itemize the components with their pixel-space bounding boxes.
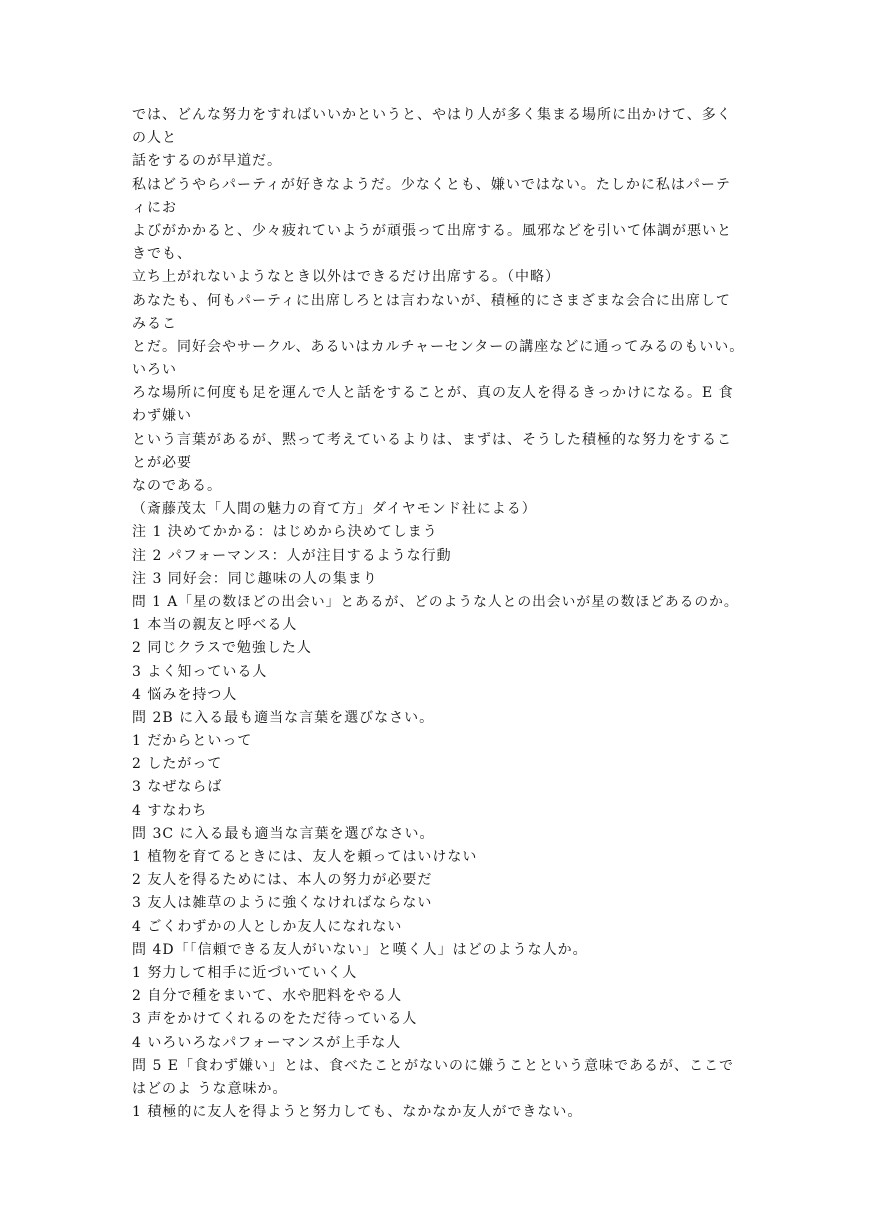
text-line: 4 ごくわずかの人としか友人になれない bbox=[132, 918, 403, 935]
text-line: （斎藤茂太「人間の魅力の育て方」ダイヤモンド社による） bbox=[132, 501, 537, 518]
text-line: 3 声をかけてくれるのをただ待っている人 bbox=[132, 1011, 418, 1028]
text-line: 3 なぜならば bbox=[132, 779, 223, 796]
text-line: 3 友人は雑草のように強くなければならない bbox=[132, 895, 433, 912]
text-line: いろい bbox=[132, 362, 177, 379]
text-line: では、どんな努力をすればいいかというと、やはり人が多く集まる場所に出かけて、多く bbox=[132, 107, 732, 123]
text-line: ィにお bbox=[132, 199, 177, 216]
text-line: 2 自分で種をまいて、水や肥料をやる人 bbox=[132, 988, 403, 1005]
text-line: 3 よく知っている人 bbox=[132, 663, 268, 680]
text-line: なのである。 bbox=[132, 478, 222, 494]
text-line: 1 植物を育てるときには、友人を頼ってはいけない bbox=[132, 849, 478, 865]
text-line: はどのよ うな意味か。 bbox=[132, 1080, 288, 1097]
text-line: みるこ bbox=[132, 315, 177, 332]
text-line: 立ち上がれないようなとき以外はできるだけ出席する。（中略） bbox=[132, 269, 560, 286]
text-line: 2 同じクラスで勉強した人 bbox=[132, 640, 312, 657]
text-line: 問 3C に入る最も適当な言葉を選びなさい。 bbox=[132, 825, 435, 842]
text-line: 問 4D「「信頼できる友人がいない」と嘆く人」はどのような人か。 bbox=[132, 941, 588, 958]
text-line: 4 いろいろなパフォーマンスが上手な人 bbox=[132, 1034, 402, 1051]
text-line: 問 2B に入る最も適当な言葉を選びなさい。 bbox=[132, 709, 435, 726]
text-line: 1 だからといって bbox=[132, 733, 253, 750]
text-line: よびがかかると、少々疲れていようが頑張って出席する。風邪などを引いて体調が悪いと bbox=[132, 222, 732, 239]
text-line: の人と bbox=[132, 130, 177, 147]
text-line: きでも、 bbox=[132, 246, 192, 263]
text-line: あなたも、何もパーティに出席しろとは言わないが、積極的にさまざまな会合に出席して bbox=[132, 292, 731, 309]
text-line: という言葉があるが、黙って考えているよりは、まずは、そうした積極的な努力をするこ bbox=[132, 431, 732, 448]
text-line: 4 悩みを持つ人 bbox=[132, 686, 238, 703]
text-line: 2 したがって bbox=[132, 756, 223, 773]
text-line: 問 1 A「星の数ほどの出会い」とあるが、どのような人との出会いが星の数ほどあるのか。 bbox=[132, 593, 739, 610]
text-line: 注 2 パフォーマンス：人が注目するような行動 bbox=[132, 547, 452, 564]
text-line: 注 3 同好会：同じ趣味の人の集まり bbox=[132, 570, 378, 587]
text-line: とが必要 bbox=[132, 454, 192, 471]
text-line: ろな場所に何度も足を運んで人と話をすることが、真の友人を得るきっかけになる。E 食 bbox=[132, 385, 734, 402]
text-line: 1 積極的に友人を得ようと努力しても、なかなか友人ができない。 bbox=[132, 1104, 583, 1121]
text-line: 問 5 E「食わず嫌い」とは、食べたことがないのに嫌うことという意味であるが、ここで bbox=[132, 1057, 735, 1074]
text-line: 1 努力して相手に近づいていく人 bbox=[132, 964, 358, 981]
text-line: 2 友人を得るためには、本人の努力が必要だ bbox=[132, 872, 433, 889]
text-line: 1 本当の親友と呼べる人 bbox=[132, 617, 298, 634]
text-line: とだ。同好会やサークル、あるいはカルチャーセンターの講座などに通ってみるのもいい。 bbox=[132, 338, 745, 355]
text-line: 4 すなわち bbox=[132, 802, 208, 819]
document-body bbox=[132, 104, 744, 1124]
text-line: 注 1 決めてかかる：はじめから決めてしまう bbox=[132, 524, 438, 541]
text-line: 話をするのが早道だ。 bbox=[132, 153, 282, 170]
text-line: 私はどうやらパーティが好きなようだ。少なくとも、嫌いではない。たしかに私はパーテ bbox=[132, 176, 731, 193]
text-line: わず嫌い bbox=[132, 408, 192, 425]
